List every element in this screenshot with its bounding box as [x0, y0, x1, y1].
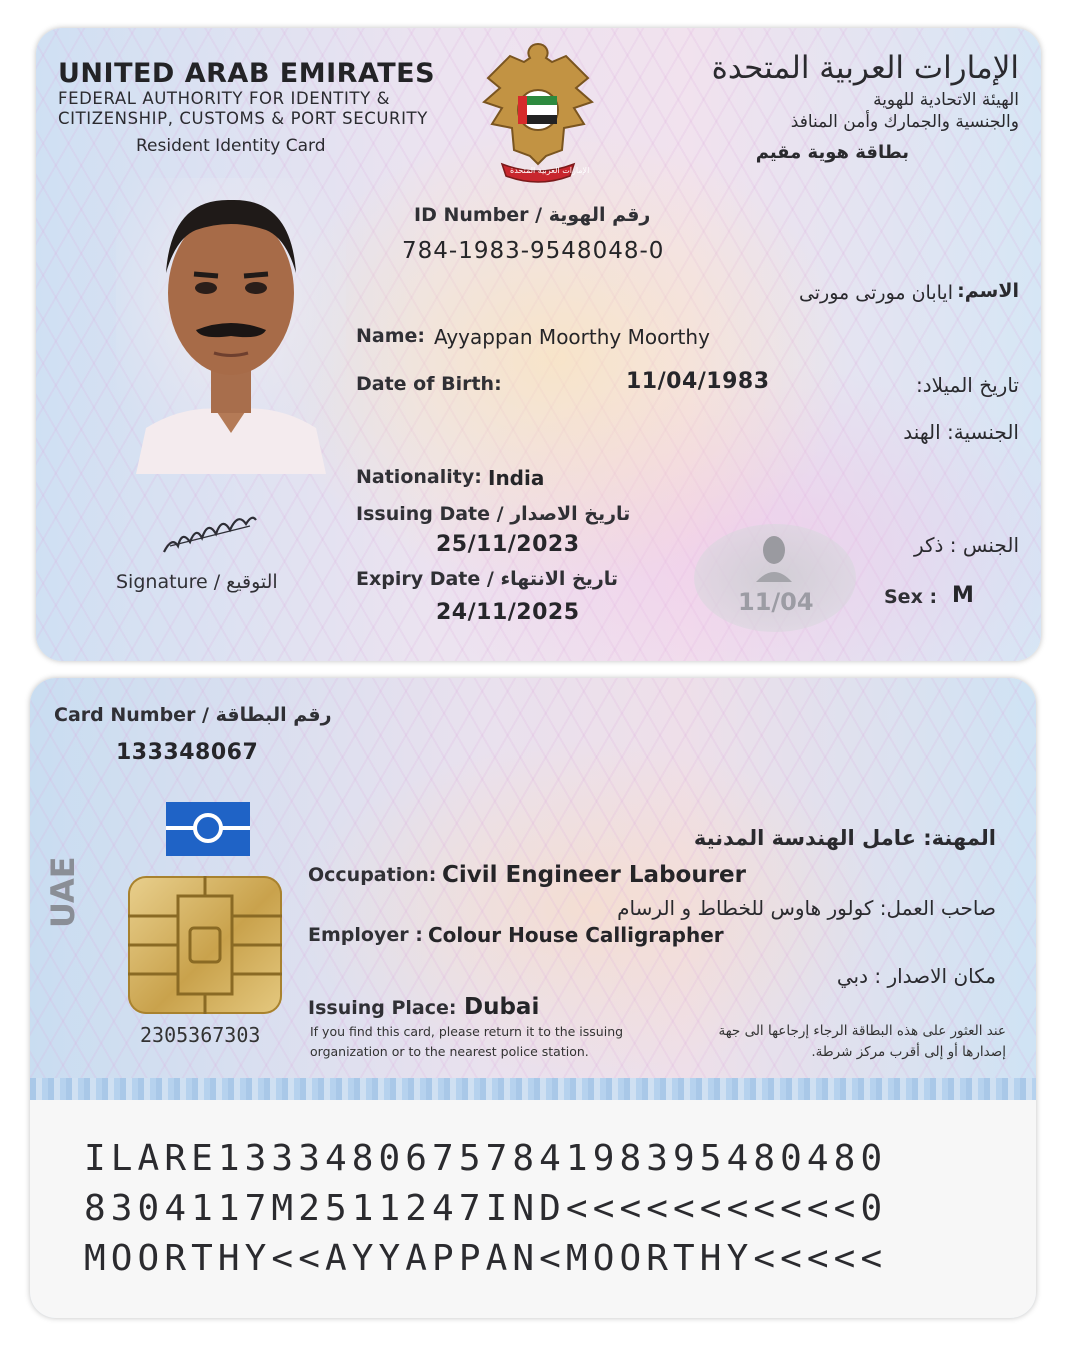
country-name-ar: الإمارات العربية المتحدة — [711, 50, 1019, 86]
sex-ar: الجنس : ذكر — [913, 533, 1019, 557]
country-name-en: UNITED ARAB EMIRATES — [58, 58, 436, 89]
return-note-ar-line2: إصدارها أو إلى أقرب مركز شرطة. — [811, 1044, 1006, 1060]
card-number-value: 133348067 — [116, 740, 259, 765]
issuing-date-label: Issuing Date / تاريخ الاصدار — [356, 503, 631, 525]
issuing-place-ar: مكان الاصدار : دبي — [836, 964, 996, 988]
holder-signature — [160, 506, 260, 560]
authority-name-ar-line1: الهيئة الاتحادية للهوية — [873, 90, 1019, 110]
smart-chip-icon — [128, 876, 282, 1014]
issuing-date-value: 25/11/2023 — [436, 532, 580, 557]
blue-flag-icon — [166, 802, 250, 856]
issuing-place-label: Issuing Place: — [308, 997, 457, 1019]
nationality-label: Nationality: — [356, 466, 482, 488]
expiry-date-value: 24/11/2025 — [436, 600, 580, 625]
emblem-caption: الإمارات العربية المتحدة — [510, 166, 590, 175]
authority-name-en-line1: FEDERAL AUTHORITY FOR IDENTITY & — [58, 89, 391, 108]
id-card-front — [36, 28, 1041, 661]
nationality-ar: الجنسية: الهند — [903, 420, 1019, 444]
name-ar-value: ايابان مورتى مورتى — [798, 282, 953, 304]
mrz-line-3: MOORTHY<<AYYAPPAN<MOORTHY<<<<< — [84, 1238, 888, 1279]
chip-serial-number: 2305367303 — [140, 1023, 261, 1047]
occupation-value: Civil Engineer Labourer — [442, 862, 746, 888]
authority-name-en-line2: CITIZENSHIP, CUSTOMS & PORT SECURITY — [58, 109, 428, 128]
ghost-dob-text: 11/04 — [738, 588, 814, 616]
sex-value: M — [952, 583, 975, 608]
dob-ar-label: تاريخ الميلاد: — [916, 373, 1019, 397]
employer-label: Employer : — [308, 924, 423, 946]
employer-ar: صاحب العمل: كولور هاوس للخطاط و الرسام — [617, 896, 996, 920]
name-value: Ayyappan Moorthy Moorthy — [434, 325, 710, 349]
return-note-ar-line1: عند العثور على هذه البطاقة الرجاء إرجاعها الى جهة — [718, 1023, 1006, 1039]
ghost-photo — [694, 524, 856, 632]
name-label: Name: — [356, 325, 426, 347]
card-type-en: Resident Identity Card — [136, 136, 326, 156]
mrz-line-1: ILARE1333480675784198395480480 — [84, 1138, 888, 1179]
authority-name-ar-line2: والجنسية والجمارك وأمن المنافذ — [790, 112, 1019, 132]
issuing-place-value: Dubai — [464, 994, 540, 1020]
holder-photo — [116, 178, 346, 474]
mrz-zone — [30, 1100, 1036, 1318]
occupation-ar: المهنة: عامل الهندسة المدنية — [693, 826, 996, 850]
id-number-label: ID Number / رقم الهوية — [414, 204, 651, 226]
expiry-date-label: Expiry Date / تاريخ الانتهاء — [356, 568, 619, 590]
name-ar-label: الاسم: — [957, 280, 1019, 302]
uae-emblem-logo — [480, 38, 596, 186]
return-note-en-line2: organization or to the nearest police station. — [310, 1044, 589, 1059]
card-number-label: Card Number / رقم البطاقة — [54, 704, 332, 726]
uae-vertical-text: UAE — [44, 856, 82, 928]
employer-value: Colour House Calligrapher — [428, 923, 724, 947]
nationality-value: India — [488, 466, 545, 490]
signature-label: Signature / التوقيع — [116, 571, 278, 593]
id-number-value: 784-1983-9548048-0 — [402, 238, 665, 264]
holographic-strip — [30, 1078, 1036, 1100]
mrz-line-2: 8304117M2511247IND<<<<<<<<<<<0 — [84, 1188, 888, 1229]
dob-label: Date of Birth: — [356, 373, 502, 395]
occupation-label: Occupation: — [308, 864, 437, 886]
id-card-back — [30, 678, 1036, 1318]
dob-value: 11/04/1983 — [626, 369, 770, 394]
return-note-en-line1: If you find this card, please return it to the issuing — [310, 1024, 624, 1039]
sex-label: Sex : — [884, 586, 938, 608]
card-type-ar: بطاقة هوية مقيم — [755, 142, 909, 163]
